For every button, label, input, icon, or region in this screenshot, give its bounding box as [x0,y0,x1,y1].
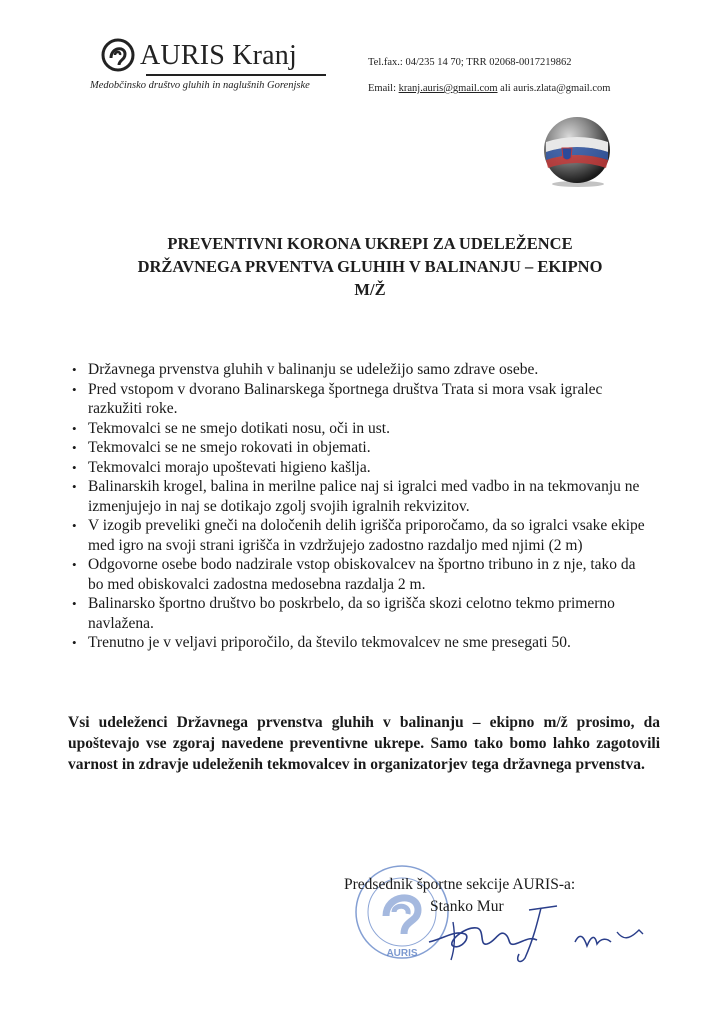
letterhead-logo [88,36,338,100]
auris-ear-logo-icon [100,38,136,72]
list-item: • Tekmovalci se ne smejo rokovati in objemati. [72,438,652,458]
email-line [368,76,610,102]
logo-name: AURIS Kranj [140,40,297,71]
title-line-3: M/Ž [354,280,386,299]
list-item: • Odgovorne osebe bodo nadzirale vstop obiskovalcev na športno tribuno in z nje, tako da bo med obiskovalci zadostna medosebna razdalja 2 m. [72,555,652,594]
title-line-1: PREVENTIVNI KORONA UKREPI ZA UDELEŽENCE [167,234,573,253]
signer-name: Stanko Mur [430,898,504,915]
list-item: • Državnega prvenstva gluhih v balinanju se udeležijo samo zdrave osebe. [72,360,652,380]
email-joiner: ali [500,83,511,94]
slovenian-flag-ball-icon [540,112,614,188]
email-label: Email: [368,83,396,94]
list-item: • V izogib preveliki gneči na določenih delih igrišča priporočamo, da so igralci vsake ekipe med igro na svoji strani igrišča in vzdržujejo zadostno razdaljo med njimi (2 m) [72,516,652,555]
signer-role: Predsednik športne sekcije AURIS-a: [344,876,576,893]
document-title [90,232,650,301]
list-item: • Tekmovalci se ne smejo dotikati nosu, oči in ust. [72,419,652,439]
logo-underline [146,74,326,76]
measures-list [72,360,652,653]
list-item: • Pred vstopom v dvorano Balinarskega športnega društva Trata si mora vsak igralec razkužiti roke. [72,380,652,419]
list-item: • Tekmovalci morajo upoštevati higieno kašlja. [72,458,652,478]
list-item: • Trenutno je v veljavi priporočilo, da število tekmovalcev ne sme presegati 50. [72,633,652,653]
phone-line: Tel.fax.: 04/235 14 70; TRR 02068-0017219862 [368,57,572,68]
list-item: • Balinarskih krogel, balina in merilne palice naj si igralci med vadbo in na tekmovanju ne izmenjujejo in naj se dotikajo zgolj svojih igralnih rekvizitov. [72,477,652,516]
stamp-text: AURIS [386,948,418,959]
logo-subtitle: Medobčinsko društvo gluhih in naglušnih Gorenjske [90,80,310,91]
title-line-2: DRŽAVNEGA PRVENTVA GLUHIH V BALINANJU – EKIPNO [137,257,603,276]
email-secondary: auris.zlata@gmail.com [513,83,611,94]
contact-info [368,50,610,102]
email-primary-link[interactable]: kranj.auris@gmail.com [398,83,498,94]
list-item: • Balinarsko športno društvo bo poskrbelo, da so igrišča skozi celotno tekmo primerno navlažena. [72,594,652,633]
closing-paragraph: Vsi udeleženci Državnega prvenstva gluhih v balinanju – ekipno m/ž prosimo, da upoštevajo vse zgoraj navedene preventivne ukrepe. Samo tako bomo lahko zagotovili varnost in zdravje udeleženih tekmovalcev in organizatorjev tega državnega prvenstva. [68,714,660,773]
handwritten-signature-icon [425,900,655,970]
